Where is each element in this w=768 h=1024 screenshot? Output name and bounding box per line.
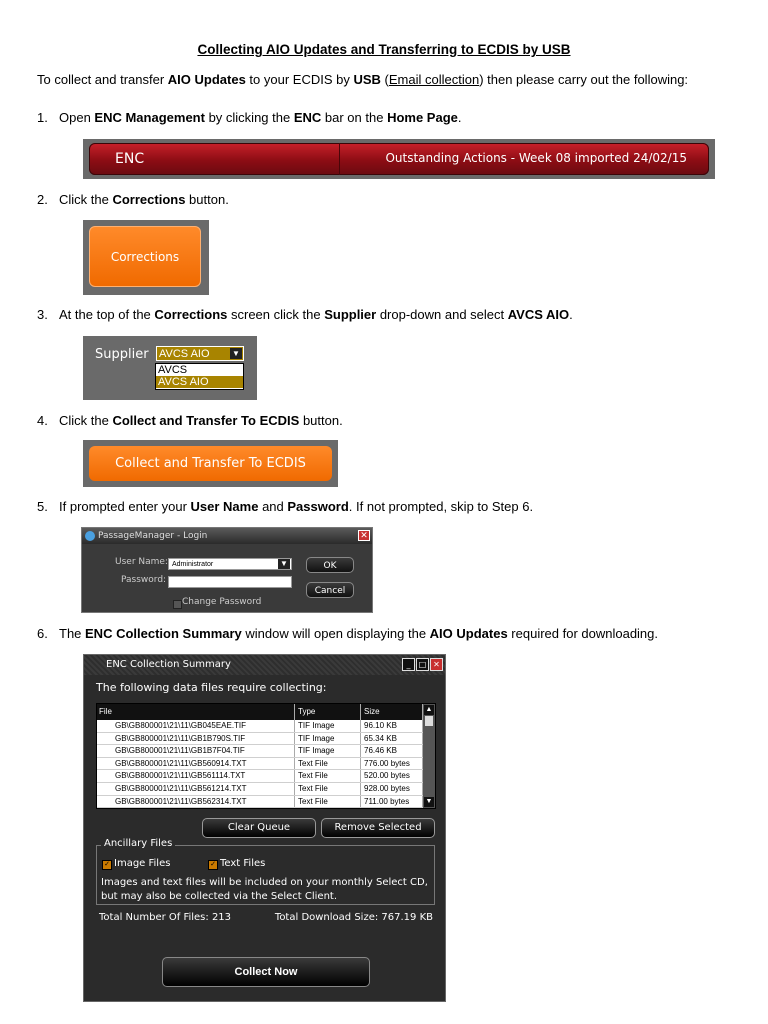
step-6 <box>37 626 658 641</box>
intro-text-open: ( <box>380 72 389 87</box>
enc-bar-label: ENC <box>115 151 145 167</box>
supplier-option-avcs-aio[interactable]: AVCS AIO <box>156 376 243 388</box>
supplier-selected-value: AVCS AIO <box>159 348 210 360</box>
file-cell: GB\GB800001\21\11\GB1B790S.TIF <box>97 733 295 745</box>
summary-subtitle: The following data files require collecting: <box>96 681 327 694</box>
enc-bar[interactable] <box>89 143 709 175</box>
step-text: Click the <box>59 192 113 207</box>
email-collection-link[interactable]: Email collection <box>388 72 480 87</box>
step-number: 2. <box>37 192 48 207</box>
step-number: 4. <box>37 413 48 428</box>
step-text: Click the <box>59 413 113 428</box>
collect-transfer-label: Collect and Transfer To ECDIS <box>115 456 306 471</box>
remove-selected-button[interactable]: Remove Selected <box>321 818 435 838</box>
table-row[interactable] <box>97 745 435 758</box>
summary-title-bar <box>84 655 445 675</box>
step-bold: Corrections <box>112 192 186 207</box>
intro-bold-aio: AIO Updates <box>167 72 246 87</box>
type-cell: Text File <box>295 758 361 770</box>
table-row[interactable] <box>97 783 435 796</box>
corrections-screenshot <box>83 220 209 295</box>
step-bold: Supplier <box>324 307 377 322</box>
step-bold: AVCS AIO <box>507 307 570 322</box>
type-cell: TIF Image <box>295 733 361 745</box>
login-title: PassageManager - Login <box>98 531 208 541</box>
file-cell: GB\GB800001\21\11\GB560914.TXT <box>97 758 295 770</box>
size-cell: 776.00 bytes <box>361 758 423 770</box>
step-text: . <box>569 307 573 322</box>
intro-bold-usb: USB <box>353 72 381 87</box>
enc-bar-divider <box>339 143 340 175</box>
file-cell: GB\GB800001\21\11\GB1B7F04.TIF <box>97 745 295 757</box>
enc-collection-summary-window <box>83 654 446 1002</box>
size-cell: 520.00 bytes <box>361 770 423 782</box>
step-text: window will open displaying the <box>241 626 430 641</box>
change-password-label: Change Password <box>182 597 262 607</box>
step-1 <box>37 110 462 125</box>
size-cell: 711.00 bytes <box>361 796 423 808</box>
intro-paragraph <box>37 72 688 87</box>
image-files-label: Image Files <box>114 858 171 869</box>
step-text: . <box>457 110 462 125</box>
step-text: by clicking the <box>204 110 294 125</box>
password-label: Password: <box>121 575 167 585</box>
type-cell: Text File <box>295 796 361 808</box>
step-text: drop-down and select <box>376 307 508 322</box>
step-number: 6. <box>37 626 48 641</box>
login-title-bar <box>82 528 372 544</box>
files-table <box>96 703 436 809</box>
supplier-option-avcs[interactable]: AVCS <box>158 364 188 376</box>
maximize-icon[interactable]: □ <box>416 658 429 671</box>
step-bold: ENC <box>293 110 322 125</box>
file-cell: GB\GB800001\21\11\GB562314.TXT <box>97 796 295 808</box>
collect-now-button[interactable]: Collect Now <box>162 957 370 987</box>
table-row[interactable] <box>97 733 435 746</box>
step-text: The <box>59 626 86 641</box>
close-icon[interactable]: ✕ <box>430 658 443 671</box>
summary-title: ENC Collection Summary <box>106 659 231 670</box>
app-icon <box>85 531 95 541</box>
supplier-screenshot <box>83 336 257 400</box>
table-row[interactable] <box>97 770 435 783</box>
size-cell: 96.10 KB <box>361 720 423 732</box>
table-row[interactable] <box>97 720 435 733</box>
ancillary-note: Images and text files will be included on your monthly Select CD, but may also be collected via the Select Client. <box>101 877 428 902</box>
file-cell: GB\GB800001\21\11\GB045EAE.TIF <box>97 720 295 732</box>
size-cell: 928.00 bytes <box>361 783 423 795</box>
intro-text-mid: to your ECDIS by <box>245 72 354 87</box>
minimize-icon[interactable]: _ <box>402 658 415 671</box>
user-name-value: Administrator <box>172 561 214 568</box>
step-text: required for downloading. <box>507 626 659 641</box>
supplier-options-list <box>155 363 244 390</box>
total-download-size: Total Download Size: 767.19 KB <box>274 912 433 923</box>
file-cell: GB\GB800001\21\11\GB561214.TXT <box>97 783 295 795</box>
total-files: Total Number Of Files: 213 <box>99 912 232 923</box>
step-text: bar on the <box>321 110 388 125</box>
supplier-dropdown[interactable] <box>156 346 244 361</box>
enc-bar-status: Outstanding Actions - Week 08 imported 24/02/15 <box>385 151 687 165</box>
step-4 <box>37 413 343 428</box>
step-text: Open <box>59 110 95 125</box>
intro-text-post: ) then please carry out the following: <box>479 72 689 87</box>
type-cell: TIF Image <box>295 720 361 732</box>
login-dialog <box>81 527 373 613</box>
collect-transfer-screenshot <box>83 440 338 487</box>
step-bold: ENC Collection Summary <box>85 626 242 641</box>
clear-queue-button[interactable]: Clear Queue <box>202 818 316 838</box>
step-text: screen click the <box>227 307 325 322</box>
table-row[interactable] <box>97 796 435 809</box>
step-number: 5. <box>37 499 48 514</box>
ancillary-files-group <box>96 838 435 905</box>
close-icon[interactable]: ✕ <box>358 530 370 541</box>
type-cell: Text File <box>295 770 361 782</box>
step-number: 1. <box>37 110 48 125</box>
step-text: button. <box>299 413 343 428</box>
step-bold: Corrections <box>154 307 228 322</box>
size-cell: 76.46 KB <box>361 745 423 757</box>
step-bold: Collect and Transfer To ECDIS <box>112 413 300 428</box>
column-header-type[interactable]: Type <box>295 704 361 720</box>
table-row[interactable] <box>97 758 435 771</box>
step-bold: AIO Updates <box>429 626 508 641</box>
supplier-label: Supplier <box>95 347 149 362</box>
cancel-button[interactable]: Cancel <box>306 582 354 598</box>
image-files-checkbox[interactable]: ✓ <box>102 860 112 870</box>
table-header <box>97 704 435 720</box>
step-text: and <box>258 499 288 514</box>
column-header-size[interactable]: Size <box>361 704 423 720</box>
ok-button[interactable]: OK <box>306 557 354 573</box>
step-text: button. <box>185 192 229 207</box>
step-bold: Home Page <box>387 110 458 125</box>
window-controls <box>402 658 443 672</box>
step-text: At the top of the <box>59 307 155 322</box>
text-files-label: Text Files <box>220 858 266 869</box>
password-field[interactable] <box>168 576 292 588</box>
step-bold: Password <box>287 499 349 514</box>
size-cell: 65.34 KB <box>361 733 423 745</box>
user-name-field[interactable] <box>168 558 292 570</box>
intro-text: To collect and transfer <box>37 72 168 87</box>
corrections-button-label: Corrections <box>110 249 180 264</box>
document-title: Collecting AIO Updates and Transferring to ECDIS by USB <box>197 42 571 57</box>
chevron-down-icon[interactable]: ▼ <box>230 348 242 359</box>
scroll-thumb[interactable] <box>425 716 433 726</box>
scroll-down-icon[interactable]: ▼ <box>425 798 433 805</box>
step-text: If prompted enter your <box>59 499 191 514</box>
enc-bar-screenshot <box>83 139 715 179</box>
corrections-button[interactable] <box>89 226 201 287</box>
file-cell: GB\GB800001\21\11\GB561114.TXT <box>97 770 295 782</box>
step-3 <box>37 307 573 322</box>
step-5 <box>37 499 533 514</box>
table-scrollbar[interactable] <box>423 704 435 808</box>
collect-transfer-button[interactable] <box>89 446 332 481</box>
step-bold: ENC Management <box>94 110 205 125</box>
step-bold: User Name <box>190 499 259 514</box>
text-files-checkbox[interactable]: ✓ <box>208 860 218 870</box>
scroll-up-icon[interactable]: ▲ <box>425 706 433 713</box>
step-number: 3. <box>37 307 48 322</box>
chevron-down-icon[interactable]: ▼ <box>278 559 290 569</box>
user-name-label: User Name: <box>115 557 168 567</box>
type-cell: Text File <box>295 783 361 795</box>
step-2 <box>37 192 229 207</box>
step-text: . If not prompted, skip to Step 6. <box>348 499 534 514</box>
type-cell: TIF Image <box>295 745 361 757</box>
change-password-checkbox[interactable] <box>173 600 182 609</box>
column-header-file[interactable]: File <box>97 704 295 720</box>
ancillary-files-legend: Ancillary Files <box>101 838 175 849</box>
